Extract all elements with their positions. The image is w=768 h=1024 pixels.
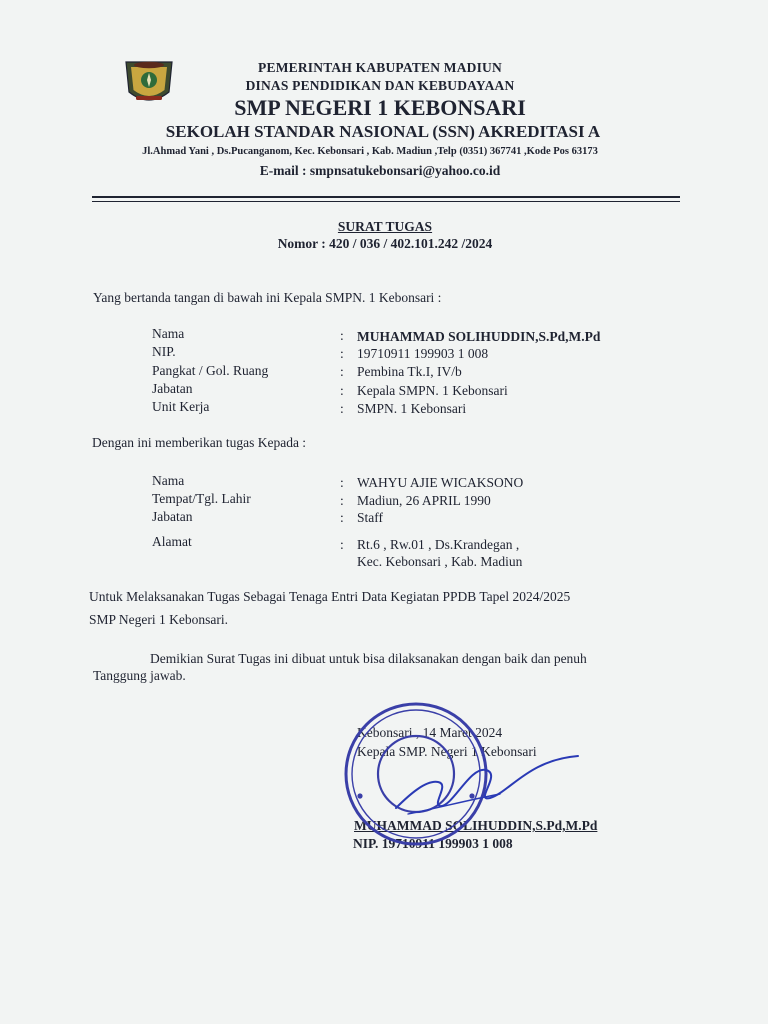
- field-value: 19710911 199903 1 008: [357, 346, 489, 361]
- field-separator: :: [340, 510, 344, 525]
- field-value: Rt.6 , Rw.01 , Ds.Krandegan ,: [357, 537, 520, 552]
- field-value: MUHAMMAD SOLIHUDDIN,S.Pd,M.Pd: [357, 329, 601, 344]
- letterhead-department: DINAS PENDIDIKAN DAN KEBUDAYAAN: [245, 78, 515, 93]
- signature-name: MUHAMMAD SOLIHUDDIN,S.Pd,M.Pd: [354, 818, 598, 833]
- purpose-line-2: SMP Negeri 1 Kebonsari.: [89, 612, 228, 627]
- field-separator: :: [340, 328, 344, 343]
- field-value: Staff: [357, 510, 383, 525]
- letterhead-address: Jl.Ahmad Yani , Ds.Pucanganom, Kec. Kebonsari , Kab. Madiun ,Telp (0351) 367741 ,Kode Pos 63173: [142, 146, 598, 157]
- field-separator: :: [340, 537, 344, 552]
- field-label: Nama: [152, 473, 185, 488]
- closing-line-2: Tanggung jawab.: [93, 668, 186, 683]
- field-label: Nama: [152, 326, 185, 341]
- field-separator: :: [340, 346, 344, 361]
- signature-place-date: Kebonsari , 14 Maret 2024: [357, 725, 503, 740]
- field-separator: :: [340, 475, 344, 490]
- signature-position: Kepala SMP. Negeri 1 Kebonsari: [357, 744, 537, 759]
- letterhead-divider-thick: [92, 196, 680, 198]
- field-separator: :: [340, 401, 344, 416]
- letterhead-email: E-mail : smpnsatukebonsari@yahoo.co.id: [259, 163, 501, 178]
- kabupaten-madiun-logo: [122, 56, 176, 110]
- field-separator: :: [340, 493, 344, 508]
- field-label: Jabatan: [152, 381, 193, 396]
- field-separator: :: [340, 383, 344, 398]
- field-value: Pembina Tk.I, IV/b: [357, 364, 462, 379]
- letterhead-divider-thin: [92, 201, 680, 202]
- field-label: Alamat: [152, 534, 192, 549]
- field-label: Tempat/Tgl. Lahir: [152, 491, 251, 506]
- field-value-continued: Kec. Kebonsari , Kab. Madiun: [357, 554, 523, 569]
- signature-nip: NIP. 19710911 199903 1 008: [353, 836, 513, 851]
- field-label: Unit Kerja: [152, 399, 210, 414]
- field-label: NIP.: [152, 344, 176, 359]
- closing-line-1: Demikian Surat Tugas ini dibuat untuk bisa dilaksanakan dengan baik dan penuh: [150, 651, 587, 666]
- field-separator: :: [340, 364, 344, 379]
- document-title: SURAT TUGAS: [337, 219, 433, 234]
- purpose-line-1: Untuk Melaksanakan Tugas Sebagai Tenaga Entri Data Kegiatan PPDB Tapel 2024/2025: [89, 589, 571, 604]
- field-value: WAHYU AJIE WICAKSONO: [357, 475, 524, 490]
- field-value: Kepala SMPN. 1 Kebonsari: [357, 383, 508, 398]
- field-label: Pangkat / Gol. Ruang: [152, 363, 269, 378]
- field-label: Jabatan: [152, 509, 193, 524]
- opening-statement: Yang bertanda tangan di bawah ini Kepala SMPN. 1 Kebonsari :: [93, 290, 442, 305]
- handwritten-signature: [378, 736, 583, 826]
- field-value: SMPN. 1 Kebonsari: [357, 401, 467, 416]
- letterhead-government: PEMERINTAH KABUPATEN MADIUN: [258, 60, 502, 75]
- letterhead-accreditation: SEKOLAH STANDAR NASIONAL (SSN) AKREDITASI A: [165, 122, 601, 141]
- document-number: Nomor : 420 / 036 / 402.101.242 /2024: [277, 236, 493, 251]
- field-value: Madiun, 26 APRIL 1990: [357, 493, 491, 508]
- assignment-intro: Dengan ini memberikan tugas Kepada :: [92, 435, 307, 450]
- letterhead-school-name: SMP NEGERI 1 KEBONSARI: [234, 95, 526, 120]
